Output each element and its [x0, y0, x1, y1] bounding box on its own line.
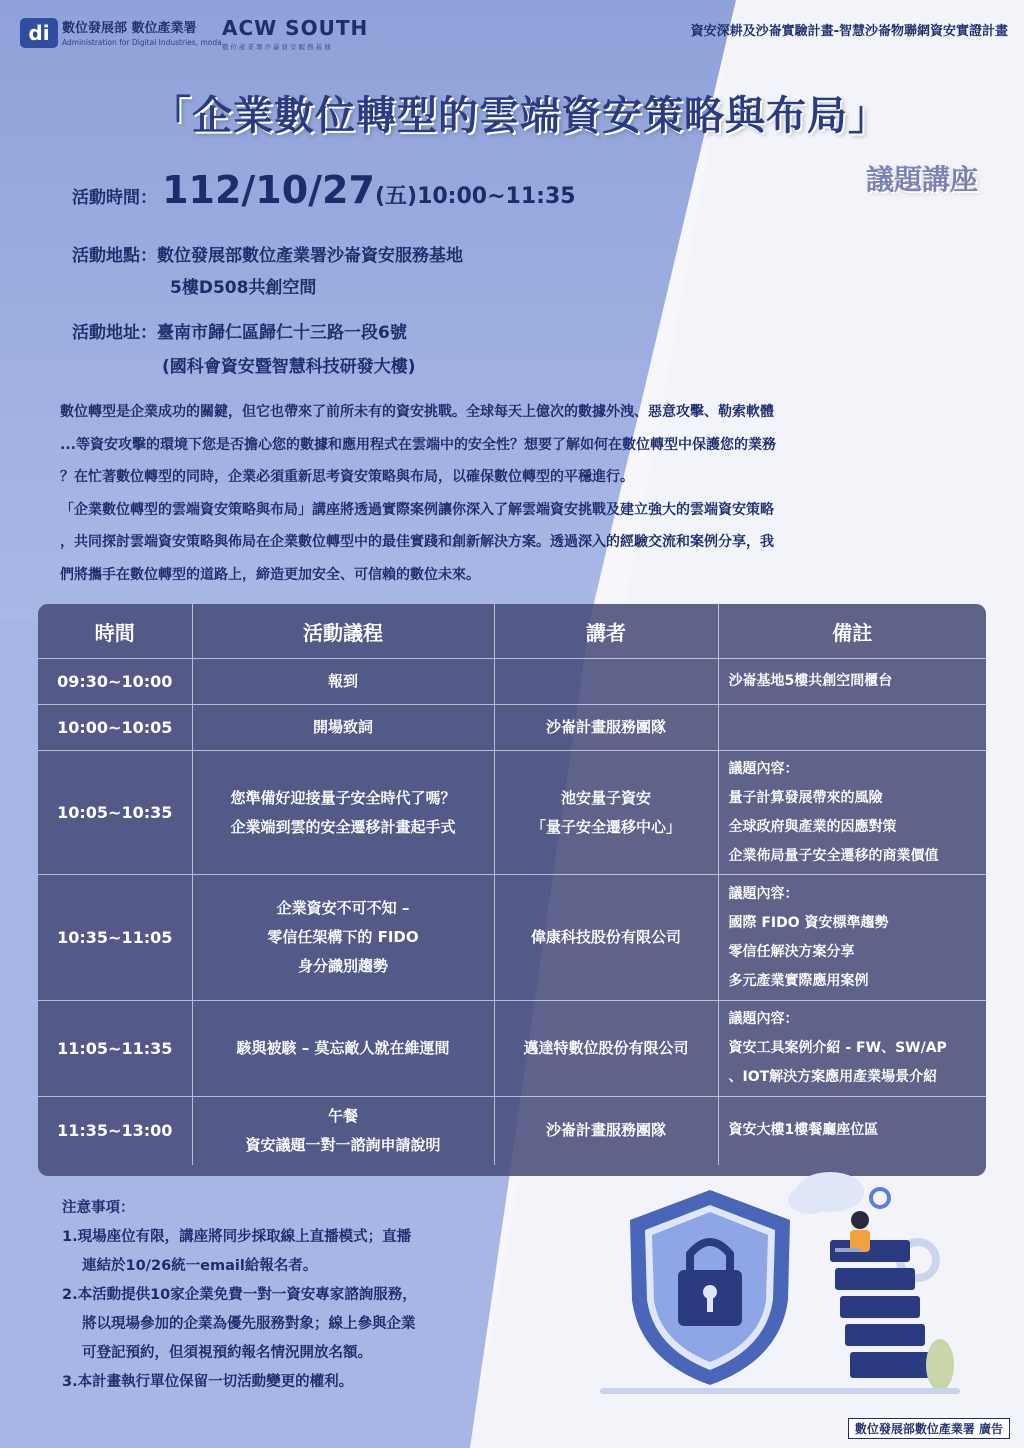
page-title: 「企業數位轉型的雲端資安策略與布局」 [151, 93, 889, 139]
notice-title: 注意事項： [62, 1200, 135, 1216]
cell-speaker: 池安量子資安 「量子安全遷移中心」 [494, 751, 718, 875]
shield-lock-icon [630, 1190, 790, 1385]
cell-time: 11:35~13:00 [38, 1097, 192, 1165]
intro-line: 數位轉型是企業成功的關鍵，但它也帶來了前所未有的資安挑戰。全球每天上億次的數據外洩、惡意攻擊、勒索軟體 [60, 404, 774, 420]
table-row [38, 659, 986, 705]
plant-icon [926, 1339, 954, 1391]
location-label: 活動地點： [72, 246, 157, 266]
acw-south-logo [222, 16, 368, 51]
cell-note: 資安大樓1樓餐廳座位區 [718, 1097, 986, 1165]
cell-time: 10:05~10:35 [38, 751, 192, 875]
event-date: 112/10/27 [162, 168, 375, 212]
agenda-table [38, 604, 986, 1176]
cell-note [718, 705, 986, 751]
cell-speaker: 邁達特數位股份有限公司 [494, 1001, 718, 1097]
cell-topic: 午餐 資安議題一對一諮詢申請說明 [192, 1097, 494, 1165]
cell-speaker: 偉康科技股份有限公司 [494, 875, 718, 1001]
cell-topic: 駭與被駭 – 莫忘敵人就在維運間 [192, 1001, 494, 1097]
cell-note: 議題內容： 量子計算發展帶來的風險 全球政府與產業的因應對策 企業佈局量子安全遷移的商業價值 [718, 751, 986, 875]
security-illustration [560, 1150, 1000, 1400]
header-speaker: 講者 [494, 604, 718, 659]
header-topic: 活動議程 [192, 604, 494, 659]
cell-speaker: 沙崙計畫服務團隊 [494, 1097, 718, 1165]
server-stack-icon [830, 1240, 930, 1378]
cloud-icon [788, 1172, 864, 1214]
intro-line: ...等資安攻擊的環境下您是否擔心您的數據和應用程式在雲端中的安全性？想要了解如何在數位轉型中保護您的業務 [60, 436, 776, 453]
intro-line: ，共同探討雲端資安策略與佈局在企業數位轉型中的最佳實踐和創新解決方案。透過深入的經驗交流和案例分享，我 [60, 534, 774, 550]
footer-credit: 數位發展部數位產業署 廣告 [848, 1418, 1010, 1439]
intro-line: 「企業數位轉型的雲端資安策略與布局」講座將透過實際案例讓你深入了解雲端資安挑戰及建立強大的雲端資安策略 [60, 501, 774, 518]
event-weekday: (五) [374, 184, 418, 209]
address-label: 活動地址： [72, 323, 157, 343]
cell-note: 議題內容： 國際 FIDO 資安標準趨勢 零信任解決方案分享 多元產業實際應用案例 [718, 875, 986, 1001]
notice-item-2: 2.本活動提供10家企業免費一對一資安專家諮詢服務， 將以現場參加的企業為優先服務對象；線上參與企業 可登記預約，但須視預約報名情況開放名額。 [62, 1287, 417, 1361]
event-time [72, 168, 576, 212]
cell-time: 09:30~10:00 [38, 659, 192, 705]
table-row [38, 751, 986, 875]
cell-time: 11:05~11:35 [38, 1001, 192, 1097]
notice-item-3: 3.本計畫執行單位保留一切活動變更的權利。 [62, 1374, 354, 1390]
cell-note: 沙崙基地5樓共創空間櫃台 [718, 659, 986, 705]
address-line2: (國科會資安暨智慧科技研發大樓) [162, 357, 416, 377]
cell-time: 10:35~11:05 [38, 875, 192, 1001]
table-row [38, 1001, 986, 1097]
notice-section [62, 1194, 522, 1397]
org-name-en: Administration for Digital Industries, moda [62, 38, 222, 47]
intro-text [60, 396, 970, 591]
page-subtitle: 議題講座 [865, 163, 978, 196]
org-name: 數位發展部 數位產業署 [62, 21, 197, 36]
gear-icon [871, 1189, 936, 1278]
header-time: 時間 [94, 620, 135, 645]
event-address [72, 316, 416, 384]
address-line1: 臺南市歸仁區歸仁十三路一段6號 [157, 323, 407, 343]
header-note: 備註 [718, 604, 986, 659]
cell-speaker: 沙崙計畫服務團隊 [494, 705, 718, 751]
event-time-range: 10:00~11:35 [417, 184, 576, 209]
moda-logo: di [20, 18, 58, 48]
cell-time: 10:00~10:05 [38, 705, 192, 751]
notice-item-1: 1.現場座位有限，講座將同步採取線上直播模式；直播 連結於10/26統一email給報名者。 [62, 1229, 412, 1274]
acw-subtitle: 數位產業署沙崙資安服務基地 [222, 43, 333, 51]
cell-topic: 開場致詞 [192, 705, 494, 751]
cell-topic: 您準備好迎接量子安全時代了嗎？ 企業端到雲的安全遷移計畫起手式 [192, 751, 494, 875]
intro-line: 們將攜手在數位轉型的道路上，締造更加安全、可信賴的數位未來。 [60, 566, 480, 583]
location-line2: 5樓D508共創空間 [170, 278, 317, 298]
acw-title: ACW SOUTH [222, 16, 369, 40]
location-line1: 數位發展部數位產業署沙崙資安服務基地 [157, 246, 463, 266]
cell-note: 議題內容： 資安工具案例介紹 - FW、SW/AP 、IOT解決方案應用產業場景介紹 [718, 1001, 986, 1097]
agenda-header-row [38, 604, 986, 659]
cell-topic: 報到 [192, 659, 494, 705]
table-row [38, 875, 986, 1001]
cell-speaker [494, 659, 718, 705]
org-logo-text [62, 17, 222, 47]
program-name: 資安深耕及沙崙實驗計畫-智慧沙崙物聯網資安實證計畫 [690, 24, 1008, 39]
cell-topic: 企業資安不可不知 – 零信任架構下的 FIDO 身分識別趨勢 [192, 875, 494, 1001]
table-row [38, 705, 986, 751]
time-label: 活動時間： [72, 188, 157, 208]
event-location [72, 240, 463, 304]
intro-line: ？在忙著數位轉型的同時，企業必須重新思考資安策略與布局，以確保數位轉型的平穩進行。 [60, 469, 634, 485]
